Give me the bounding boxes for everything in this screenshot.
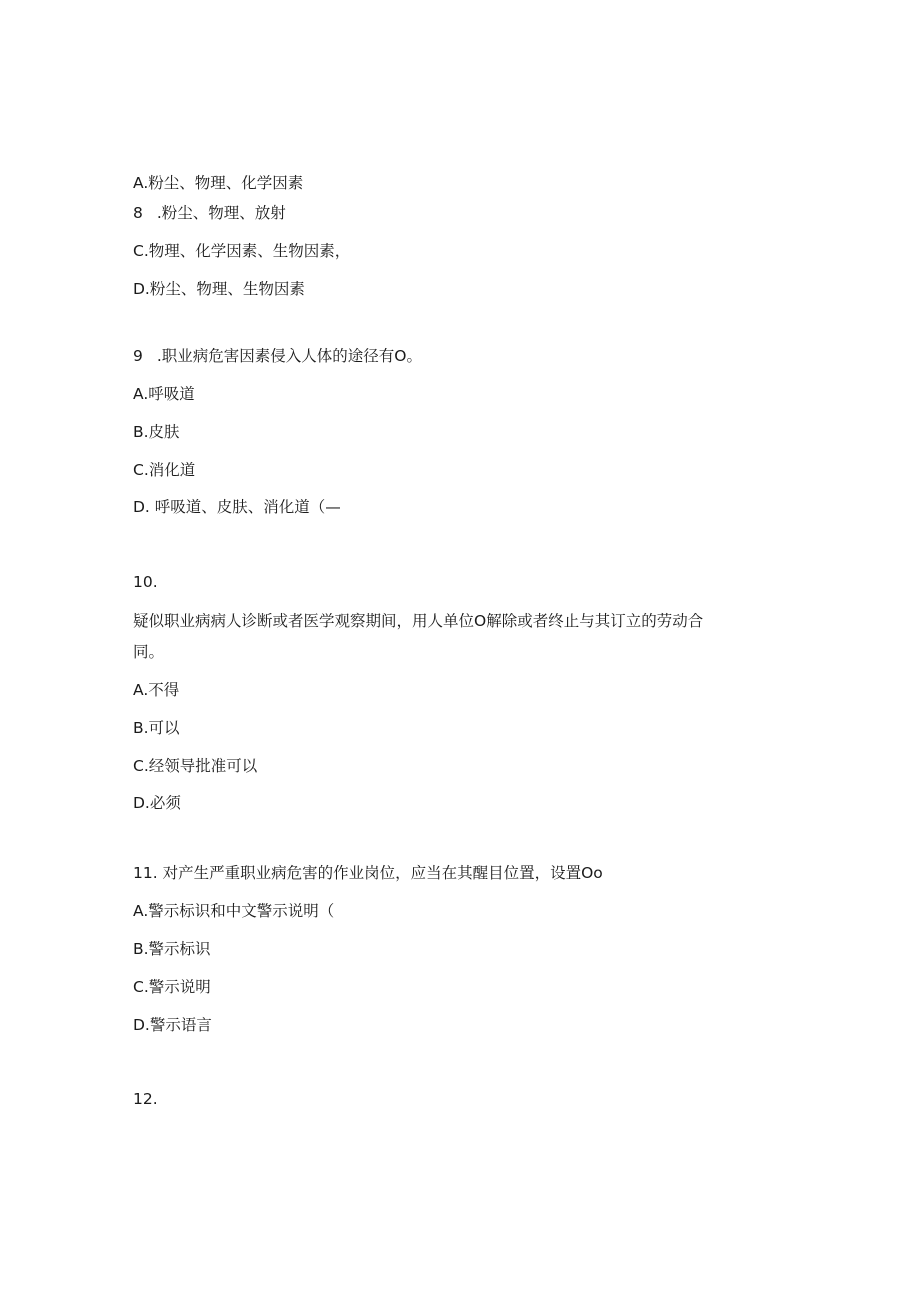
question-10-text: 疑似职业病病人诊断或者医学观察期间，用人单位O解除或者终止与其订立的劳动合 bbox=[133, 612, 704, 630]
q7-option-a: A.粉尘、物理、化学因素 bbox=[133, 174, 304, 192]
question-11: 11. 对产生严重职业病危害的作业岗位，应当在其醒目位置，设置Oo bbox=[133, 864, 603, 882]
q7-option-d: D.粉尘、物理、生物因素 bbox=[133, 280, 305, 298]
q9-option-c: C.消化道 bbox=[133, 461, 196, 479]
q10-option-a: A.不得 bbox=[133, 681, 180, 699]
question-10-number: 10. bbox=[133, 573, 158, 591]
question-10-text-cont: 同。 bbox=[133, 643, 165, 661]
list-number: 8 bbox=[133, 204, 143, 222]
q11-option-a: A.警示标识和中文警示说明（ bbox=[133, 902, 335, 920]
q10-option-c: C.经领导批准可以 bbox=[133, 757, 258, 775]
q9-option-b: B.皮肤 bbox=[133, 423, 180, 441]
list-number: 9 bbox=[133, 347, 143, 365]
q11-option-d: D.警示语言 bbox=[133, 1016, 212, 1034]
list-text: .粉尘、物理、放射 bbox=[156, 204, 286, 222]
q10-option-d: D.必须 bbox=[133, 794, 181, 812]
q9-option-d: D. 呼吸道、皮肤、消化道（— bbox=[133, 498, 341, 516]
question-9 bbox=[133, 346, 422, 366]
list-text: .职业病危害因素侵入人体的途径有O。 bbox=[156, 347, 423, 365]
q11-option-c: C.警示说明 bbox=[133, 978, 211, 996]
q9-option-a: A.呼吸道 bbox=[133, 385, 195, 403]
q7-option-c: C.物理、化学因素、生物因素， bbox=[133, 242, 351, 260]
q10-option-b: B.可以 bbox=[133, 719, 180, 737]
q11-option-b: B.警示标识 bbox=[133, 940, 211, 958]
question-12-number: 12. bbox=[133, 1090, 158, 1108]
q8-option-b-line bbox=[133, 203, 286, 223]
